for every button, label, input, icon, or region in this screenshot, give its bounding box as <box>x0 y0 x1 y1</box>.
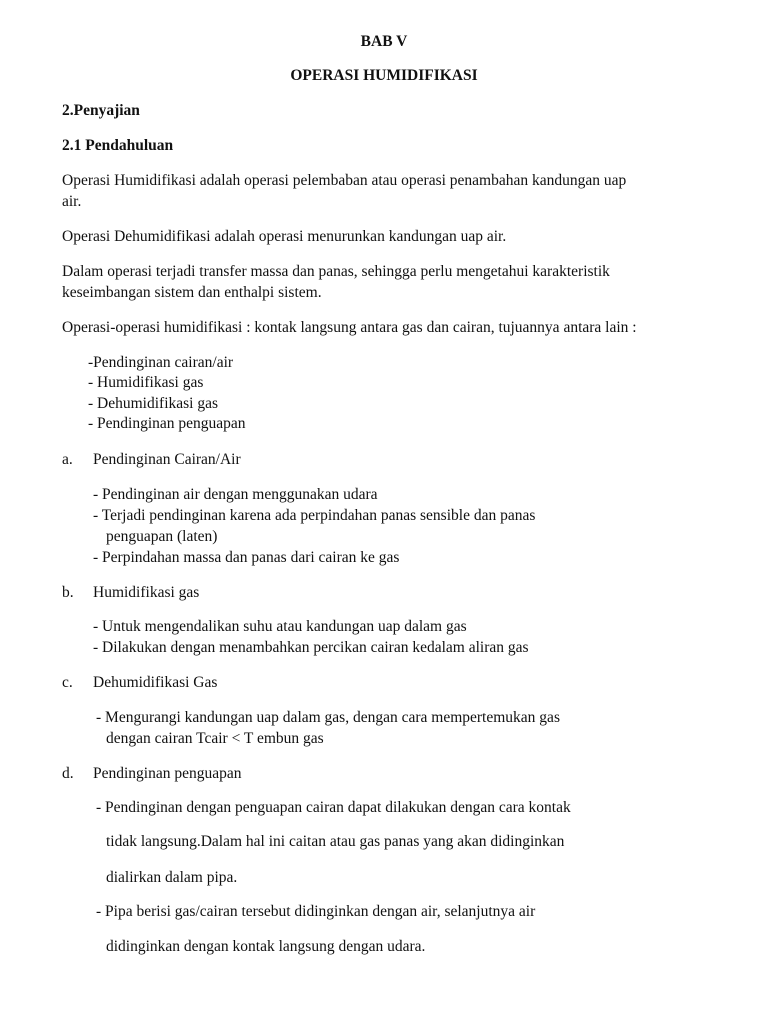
item-b-line: - Dilakukan dengan menambahkan percikan cairan kedalam aliran gas <box>93 639 529 656</box>
item-a-line: - Pendinginan air dengan menggunakan udara <box>93 486 378 503</box>
item-c-heading: Dehumidifikasi Gas <box>93 674 218 691</box>
item-a-line: - Perpindahan massa dan panas dari cairan ke gas <box>93 549 400 566</box>
item-b-marker: b. <box>62 584 74 601</box>
item-a-heading: Pendinginan Cairan/Air <box>93 451 241 468</box>
subsection-heading: 2.1 Pendahuluan <box>62 137 174 154</box>
transfer-paragraph-line: Dalam operasi terjadi transfer massa dan panas, sehingga perlu mengetahui karakteristik <box>62 263 610 280</box>
chapter-title: OPERASI HUMIDIFIKASI <box>290 67 478 84</box>
dehumidification-definition: Operasi Dehumidifikasi adalah operasi menurunkan kandungan uap air. <box>62 228 507 245</box>
section-heading: 2.Penyajian <box>62 102 140 119</box>
item-c-marker: c. <box>62 674 73 691</box>
goal-list-item: -Pendinginan cairan/air <box>88 354 234 371</box>
operations-paragraph: Operasi-operasi humidifikasi : kontak langsung antara gas dan cairan, tujuannya antara lain : <box>62 319 637 336</box>
chapter-heading: BAB V <box>360 33 408 50</box>
item-d-line: didinginkan dengan kontak langsung dengan udara. <box>106 938 426 955</box>
item-c-line: - Mengurangi kandungan uap dalam gas, dengan cara mempertemukan gas <box>96 709 560 726</box>
item-a-line: - Terjadi pendinginan karena ada perpindahan panas sensible dan panas <box>93 507 536 524</box>
item-d-line: dialirkan dalam pipa. <box>106 869 238 886</box>
intro-paragraph-line: Operasi Humidifikasi adalah operasi pelembaban atau operasi penambahan kandungan uap <box>62 172 627 189</box>
goal-list-item: - Dehumidifikasi gas <box>88 395 219 412</box>
item-d-line: - Pendinginan dengan penguapan cairan dapat dilakukan dengan cara kontak <box>96 799 571 816</box>
item-d-marker: d. <box>62 765 74 782</box>
item-d-line: - Pipa berisi gas/cairan tersebut didinginkan dengan air, selanjutnya air <box>96 903 536 920</box>
item-d-line: tidak langsung.Dalam hal ini caitan atau gas panas yang akan didinginkan <box>106 833 565 850</box>
goal-list-item: - Pendinginan penguapan <box>88 415 246 432</box>
item-b-line: - Untuk mengendalikan suhu atau kandungan uap dalam gas <box>93 618 467 635</box>
item-a-marker: a. <box>62 451 73 468</box>
transfer-paragraph-line: keseimbangan sistem dan enthalpi sistem. <box>62 284 322 301</box>
item-d-heading: Pendinginan penguapan <box>93 765 242 782</box>
item-a-line: penguapan (laten) <box>106 528 218 545</box>
intro-paragraph-line: air. <box>62 193 82 210</box>
goal-list-item: - Humidifikasi gas <box>88 374 204 391</box>
item-c-line: dengan cairan Tcair < T embun gas <box>106 730 324 747</box>
item-b-heading: Humidifikasi gas <box>93 584 200 601</box>
